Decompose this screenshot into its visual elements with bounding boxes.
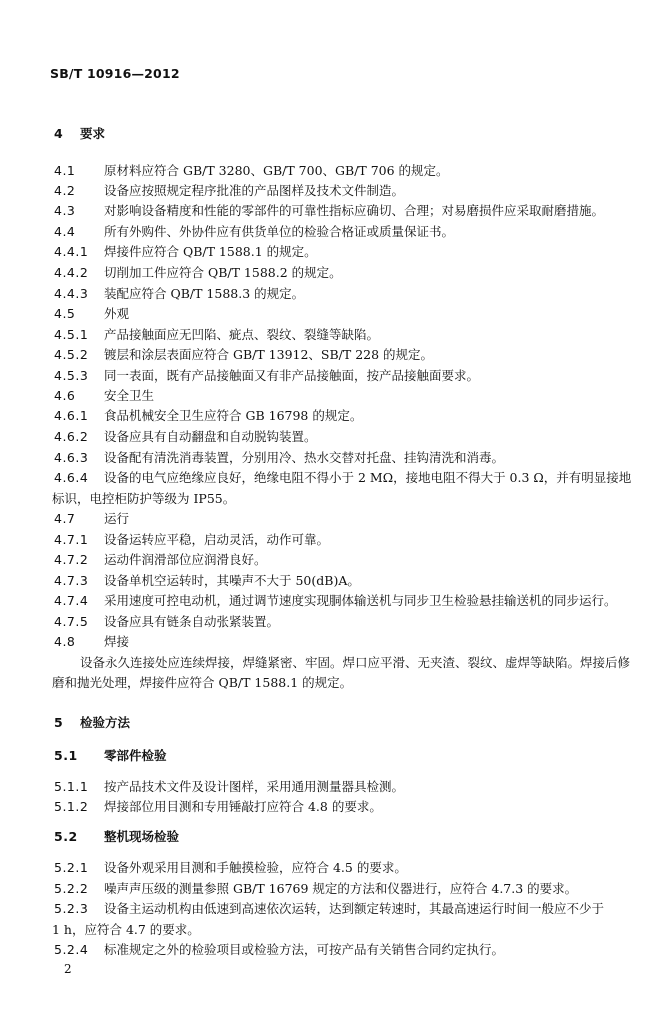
clause-number: 4.4.1	[54, 244, 89, 259]
clause-4-8-paragraph-line-1: 设备永久连接处应连续焊接，焊缝紧密、牢固。焊口应平滑、无夹渣、裂纹、虚焊等缺陷。焊接后修	[80, 655, 631, 670]
clause-number: 4.3	[54, 203, 76, 218]
clause-4-6-3	[54, 448, 634, 468]
clause-5-2-1	[54, 858, 634, 878]
clause-number: 5.2.3	[54, 901, 89, 916]
clause-4-5-2	[54, 345, 634, 365]
clause-number: 5.2.1	[54, 860, 89, 875]
clause-4-4-1	[54, 242, 634, 262]
clause-number: 4.1	[54, 163, 76, 178]
clause-number: 4.7	[54, 511, 76, 526]
clause-4-3	[54, 201, 634, 221]
clause-4-8	[54, 632, 634, 652]
clause-4-4-2	[54, 263, 634, 283]
clause-text: 采用速度可控电动机，通过调节速度实现胴体输送机与同步卫生检验悬挂输送机的同步运行。	[104, 593, 617, 608]
clause-text: 镀层和涂层表面应符合 GB/T 13912、SB/T 228 的规定。	[104, 347, 434, 362]
clause-number: 4.6.2	[54, 429, 89, 444]
clause-text: 焊接	[104, 634, 130, 649]
clause-4-7-3	[54, 571, 634, 591]
clause-text: 零部件检验	[104, 748, 167, 763]
clause-text: 产品接触面应无凹陷、疵点、裂纹、裂缝等缺陷。	[104, 327, 380, 342]
clause-5-2-2	[54, 879, 634, 899]
clause-number: 4.4.3	[54, 286, 89, 301]
clause-4-8-paragraph-line-2: 磨和抛光处理，焊接件应符合 QB/T 1588.1 的规定。	[52, 675, 353, 690]
clause-text: 设备应具有自动翻盘和自动脱钩装置。	[104, 429, 317, 444]
clause-number: 4.7.3	[54, 573, 89, 588]
clause-text: 同一表面，既有产品接触面又有非产品接触面，按产品接触面要求。	[104, 368, 480, 383]
clause-5-1	[54, 746, 634, 766]
clause-number: 5.2	[54, 829, 78, 844]
clause-text: 设备的电气应绝缘应良好，绝缘电阻不得小于 2 MΩ，接地电阻不得大于 0.3 Ω，并有明显接地	[104, 470, 632, 485]
clause-5-2-3-continuation: 1 h，应符合 4.7 的要求。	[52, 922, 200, 937]
clause-text: 设备主运动机构由低速到高速依次运转，达到额定转速时，其最高速运行时间一般应不少于	[104, 901, 605, 916]
clause-4-6	[54, 386, 634, 406]
clause-4-2	[54, 181, 634, 201]
clause-text: 装配应符合 QB/T 1588.3 的规定。	[104, 286, 305, 301]
clause-number: 4.6.1	[54, 408, 89, 423]
clause-number: 4.5	[54, 306, 76, 321]
clause-number: 4.6	[54, 388, 76, 403]
clause-text: 焊接件应符合 QB/T 1588.1 的规定。	[104, 244, 317, 259]
clause-text: 整机现场检验	[104, 829, 180, 844]
clause-text: 设备外观采用目测和手触摸检验，应符合 4.5 的要求。	[104, 860, 407, 875]
clause-4-6-1	[54, 406, 634, 426]
clause-5-2-4	[54, 940, 634, 960]
clause-text: 运行	[104, 511, 130, 526]
clause-text: 设备配有清洗消毒装置，分别用冷、热水交替对托盘、挂钩清洗和消毒。	[104, 450, 505, 465]
clause-number: 5.2.4	[54, 942, 89, 957]
clause-4-1	[54, 161, 634, 181]
clause-4-7-5	[54, 612, 634, 632]
clause-text: 切削加工件应符合 QB/T 1588.2 的规定。	[104, 265, 342, 280]
clause-text: 设备应具有链条自动张紧装置。	[104, 614, 280, 629]
clause-text: 焊接部位用目测和专用锤敲打应符合 4.8 的要求。	[104, 799, 382, 814]
clause-4-6-4-continuation: 标识，电控柜防护等级为 IP55。	[52, 491, 236, 506]
clause-text: 设备单机空运转时，其噪声不大于 50(dB)A。	[104, 573, 360, 588]
clause-5-2-3	[54, 899, 634, 919]
section-title: 检验方法	[80, 715, 131, 730]
clause-5-2	[54, 827, 634, 847]
section-number: 5	[54, 715, 63, 730]
clause-5-1-2	[54, 797, 634, 817]
section-heading-5	[54, 713, 130, 731]
clause-text: 设备运转应平稳，启动灵活，动作可靠。	[104, 532, 330, 547]
clause-text: 食品机械安全卫生应符合 GB 16798 的规定。	[104, 408, 363, 423]
clause-4-7-2	[54, 550, 634, 570]
clause-text: 标准规定之外的检验项目或检验方法，可按产品有关销售合同约定执行。	[104, 942, 505, 957]
clause-number: 5.1.2	[54, 799, 89, 814]
clause-text: 所有外购件、外协件应有供货单位的检验合格证或质量保证书。	[104, 224, 455, 239]
clause-number: 5.2.2	[54, 881, 89, 896]
clause-text: 运动件润滑部位应润滑良好。	[104, 552, 267, 567]
clause-4-7-1	[54, 530, 634, 550]
clause-number: 4.7.4	[54, 593, 89, 608]
clause-4-4-3	[54, 284, 634, 304]
clause-number: 4.6.3	[54, 450, 89, 465]
clause-number: 4.7.1	[54, 532, 89, 547]
clause-number: 4.5.3	[54, 368, 89, 383]
section-heading-4	[54, 124, 105, 142]
clause-4-7	[54, 509, 634, 529]
clause-number: 4.4	[54, 224, 76, 239]
clause-number: 4.5.2	[54, 347, 89, 362]
clause-text: 安全卫生	[104, 388, 155, 403]
clause-4-6-2	[54, 427, 634, 447]
section-number: 4	[54, 126, 63, 141]
clause-4-7-4	[54, 591, 634, 611]
standard-code: SB/T 10916—2012	[50, 66, 180, 81]
clause-number: 4.7.2	[54, 552, 89, 567]
clause-number: 4.6.4	[54, 470, 89, 485]
clause-number: 4.5.1	[54, 327, 89, 342]
clause-text: 噪声声压级的测量参照 GB/T 16769 规定的方法和仪器进行，应符合 4.7.3 的要求。	[104, 881, 578, 896]
clause-text: 对影响设备精度和性能的零部件的可靠性指标应确切、合理；对易磨损件应采取耐磨措施。	[104, 203, 605, 218]
clause-number: 5.1	[54, 748, 78, 763]
clause-number: 4.2	[54, 183, 76, 198]
clause-4-6-4	[54, 468, 634, 488]
clause-4-4	[54, 222, 634, 242]
clause-text: 设备应按照规定程序批准的产品图样及技术文件制造。	[104, 183, 405, 198]
clause-text: 原材料应符合 GB/T 3280、GB/T 700、GB/T 706 的规定。	[104, 163, 449, 178]
page-number: 2	[64, 962, 72, 976]
clause-number: 5.1.1	[54, 779, 89, 794]
clause-text: 按产品技术文件及设计图样，采用通用测量器具检测。	[104, 779, 405, 794]
clause-4-5-1	[54, 325, 634, 345]
section-title: 要求	[80, 126, 106, 141]
clause-number: 4.4.2	[54, 265, 89, 280]
clause-text: 外观	[104, 306, 130, 321]
clause-number: 4.8	[54, 634, 76, 649]
clause-4-5-3	[54, 366, 634, 386]
clause-number: 4.7.5	[54, 614, 89, 629]
clause-4-5	[54, 304, 634, 324]
clause-5-1-1	[54, 777, 634, 797]
